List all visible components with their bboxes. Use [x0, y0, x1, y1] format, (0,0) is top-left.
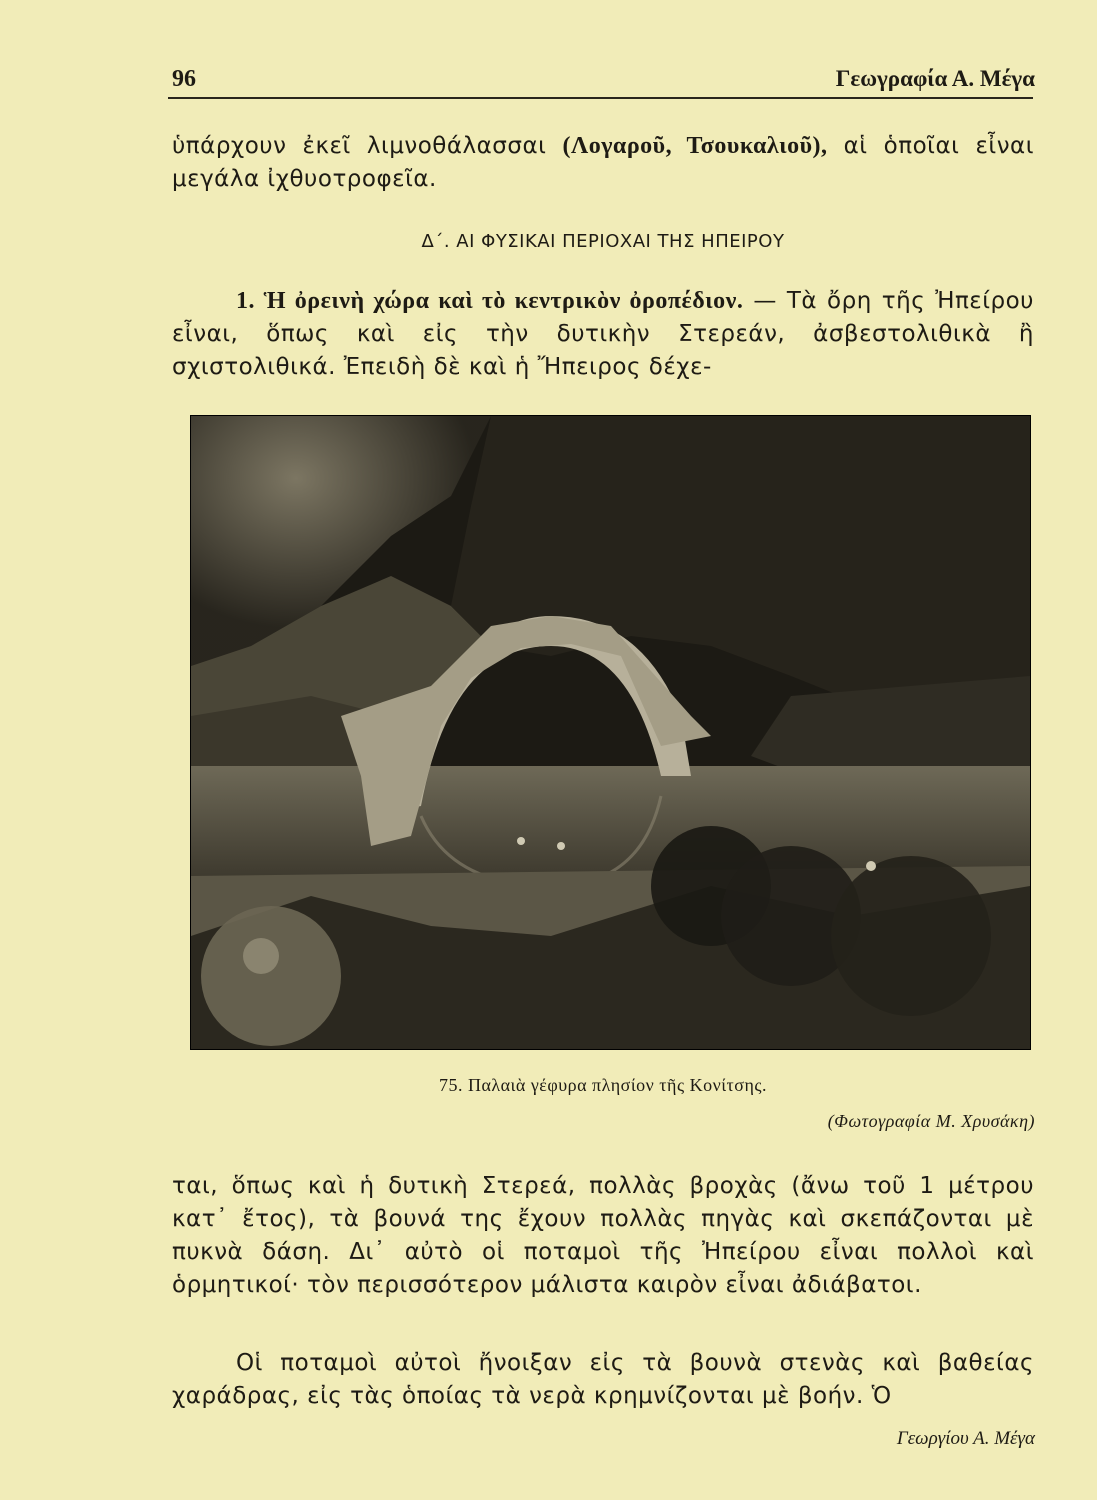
- intro-paragraph: [172, 130, 1034, 196]
- bridge-photo-illustration: [191, 416, 1030, 1049]
- page-number: 96: [172, 66, 196, 92]
- section-heading: Δ΄. ΑΙ ΦΥΣΙΚΑΙ ΠΕΡΙΟΧΑΙ ΤΗΣ ΗΠΕΙΡΟΥ: [421, 231, 785, 252]
- subsection-title: 1. Ἡ ὀρεινὴ χώρα καὶ τὸ κεντρικὸν ὀροπέδιον.: [236, 288, 744, 314]
- running-title: Γεωγραφία Α. Μέγα: [835, 66, 1035, 91]
- last-paragraph: Οἱ ποταμοὶ αὐτοὶ ἤνοιξαν εἰς τὰ βουνὰ στενὰς καὶ βαθείας χαράδρας, εἰς τὰς ὁποίας τὰ νερὰ κρημνίζονται μὲ βοήν. Ὁ: [172, 1350, 1034, 1409]
- intro-bold-place-names: (Λογαροῦ, Τσουκαλιοῦ),: [562, 133, 828, 159]
- intro-text-before: ὑπάρχουν ἐκεῖ λιμνοθάλασσαι: [172, 133, 563, 159]
- subsection-text: — Τὰ ὄρη τῆς Ἠπείρου εἶναι, ὅπως καὶ εἰς τὴν δυτικὴν Στερεάν, ἀσβεστολιθικὰ ἢ σχιστολιθικά. Ἐπειδὴ δὲ καὶ ἡ Ἤπειρος δέχε-: [172, 288, 1034, 380]
- figure-caption: 75. Παλαιὰ γέφυρα πλησίον τῆς Κονίτσης.: [438, 1075, 768, 1095]
- continuation-paragraph: ται, ὅπως καὶ ἡ δυτικὴ Στερεά, πολλὰς βροχὰς (ἄνω τοῦ 1 μέτρου κατ᾽ ἔτος), τὰ βουνά της ἔχουν πολλὰς πηγὰς καὶ σκεπάζονται μὲ πυκνὰ δάση. Δι᾽ αὐτὸ οἱ ποταμοὶ τῆς Ἠπείρου εἶναι πολλοὶ καὶ ὁρμητικοί· τὸν περισσότερον μάλιστα καιρὸν εἶναι ἀδιάβατοι.: [172, 1173, 1034, 1298]
- subsection-paragraph: [172, 285, 1034, 384]
- intro-text-after: αἱ ὁποῖαι εἶναι μεγάλα ἰχθυοτροφεῖα.: [172, 133, 1035, 192]
- footer-author-credit: Γεωργίου Α. Μέγα: [896, 1428, 1035, 1449]
- photo-credit: (Φωτογραφία Μ. Χρυσάκη): [827, 1111, 1035, 1131]
- header-rule: [168, 97, 1033, 99]
- bridge-photograph: [190, 415, 1031, 1050]
